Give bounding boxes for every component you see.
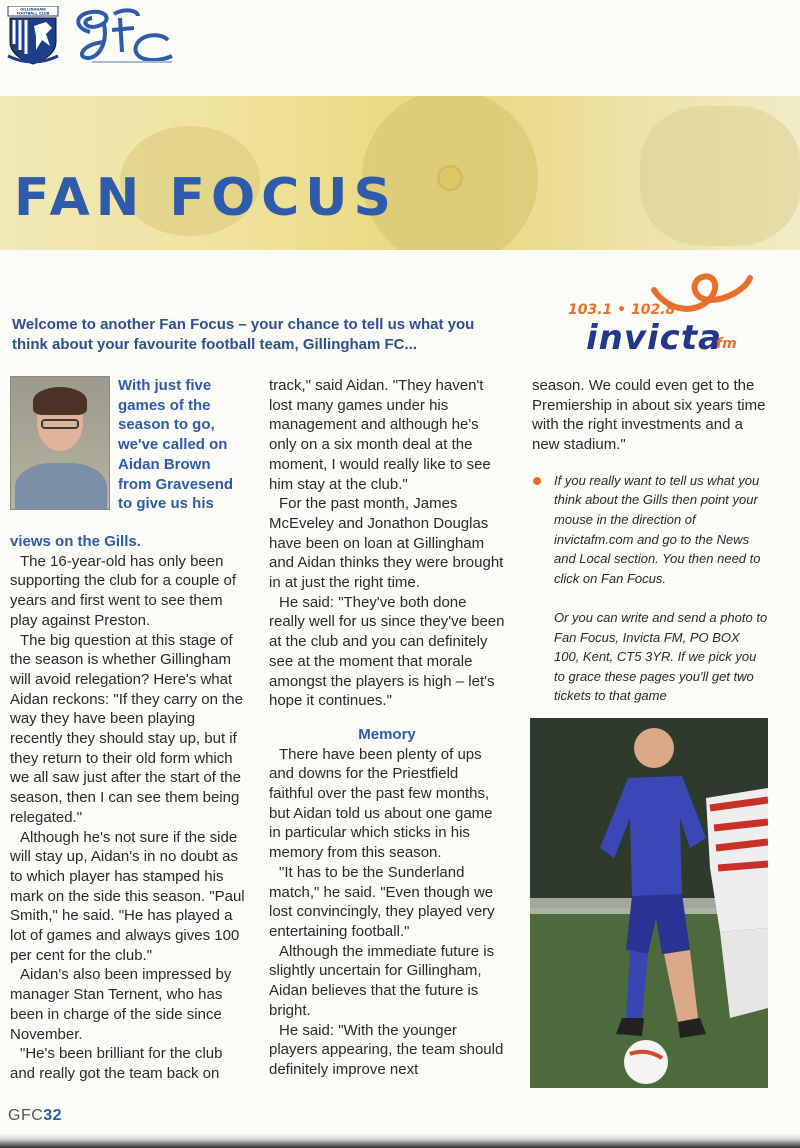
match-action-photo — [530, 718, 768, 1088]
article-lead: With just five games of the season to go, we've called on Aidan Brown from Gravesend to give us his — [118, 377, 234, 513]
paragraph: "It has to be the Sunderland match," he said. "Even though we lost convincingly, they played very entertaining football." — [269, 863, 495, 940]
paragraph: The 16-year-old has only been supporting the club for a couple of years and first went to see them play against Preston. — [10, 552, 236, 629]
page-footer — [8, 1107, 62, 1125]
section-subheading: Memory — [358, 725, 416, 743]
fan-portrait-photo — [10, 376, 110, 510]
paragraph: Aidan's also been impressed by manager Stan Ternent, who has been in charge of the side since November. — [10, 966, 232, 1043]
radio-frequencies: 103.1 • 102.8 — [568, 302, 676, 318]
contact-note — [532, 471, 768, 706]
gfc-logo — [68, 4, 176, 70]
bullet-icon — [533, 477, 541, 485]
svg-text:FOOTBALL CLUB: FOOTBALL CLUB — [16, 11, 50, 16]
intro-standfirst: Welcome to another Fan Focus – your chance to tell us what you think about your favourite football team, Gillingham FC... — [12, 316, 475, 353]
paragraph: Although the immediate future is slightly uncertain for Gillingham, Aidan believes that the future is bright. — [269, 942, 495, 1019]
svg-text:GILLINGHAM: GILLINGHAM — [20, 7, 46, 12]
radio-station-name: invicta — [586, 318, 723, 358]
paragraph: The big question at this stage of the season is whether Gillingham will avoid relegation? Here's what Aidan reckons: "If they carry on the way they have been playing recently they should stay up, but if they return to their old form which we all saw just after the start of the season, then I can see them being relegated." — [10, 631, 243, 826]
paragraph: He said: "With the younger players appearing, the team should definitely improve next — [269, 1021, 504, 1078]
club-crest-logo — [6, 6, 60, 66]
note-paragraph: Or you can write and send a photo to Fan Focus, Invicta FM, PO BOX 100, Kent, CT5 3YR. If we pick you to grace these pages you'll get two tickets to that game — [554, 609, 768, 704]
paragraph: "He's been brilliant for the club and really got the team back on — [10, 1045, 223, 1082]
article-column-1 — [10, 376, 246, 1084]
article-lead-tail: views on the Gills. — [10, 533, 141, 550]
paragraph: For the past month, James McEveley and Jonathon Douglas have been on loan at Gillingham and Aidan thinks they were brought in at just the right time. — [269, 495, 504, 592]
paragraph: There have been plenty of ups and downs for the Priestfield faithful over the past few months, but Aidan told us about one game in particular which sticks in his memory from this season. — [269, 745, 493, 862]
paragraph: season. We could even get to the Premiership in about six years time with the right investments and a new stadium." — [532, 377, 766, 454]
footer-prefix: GFC — [8, 1107, 44, 1124]
page-title: FAN FOCUS — [14, 168, 397, 228]
article-column-3 — [532, 376, 768, 726]
banner-decoration — [640, 106, 800, 246]
page-number: 32 — [43, 1107, 63, 1124]
paragraph: Although he's not sure if the side will stay up, Aidan's in no doubt as to which player has stamped his mark on the side this season. "Paul Smith," he said. "He has played a lot of games and always gives 100 per cent for the club." — [10, 828, 245, 964]
article-column-2 — [269, 376, 505, 1080]
page-edge — [0, 1133, 800, 1148]
paragraph: He said: "They've both done really well for us since they've been at the club and you can definitely see at the moment that morale amongst the players is high – let's hope it continues." — [269, 593, 505, 710]
note-paragraph: If you really want to tell us what you think about the Gills then point your mouse in the direction of invictafm.com and go to the News and Local section. You then need to click on Fan Focus. — [554, 472, 761, 586]
radio-fm-suffix: fm — [716, 336, 737, 352]
paragraph: track," said Aidan. "They haven't lost many games under his management and although he's only on a six month deal at the moment, I would really like to see him stay at the club." — [269, 377, 491, 493]
